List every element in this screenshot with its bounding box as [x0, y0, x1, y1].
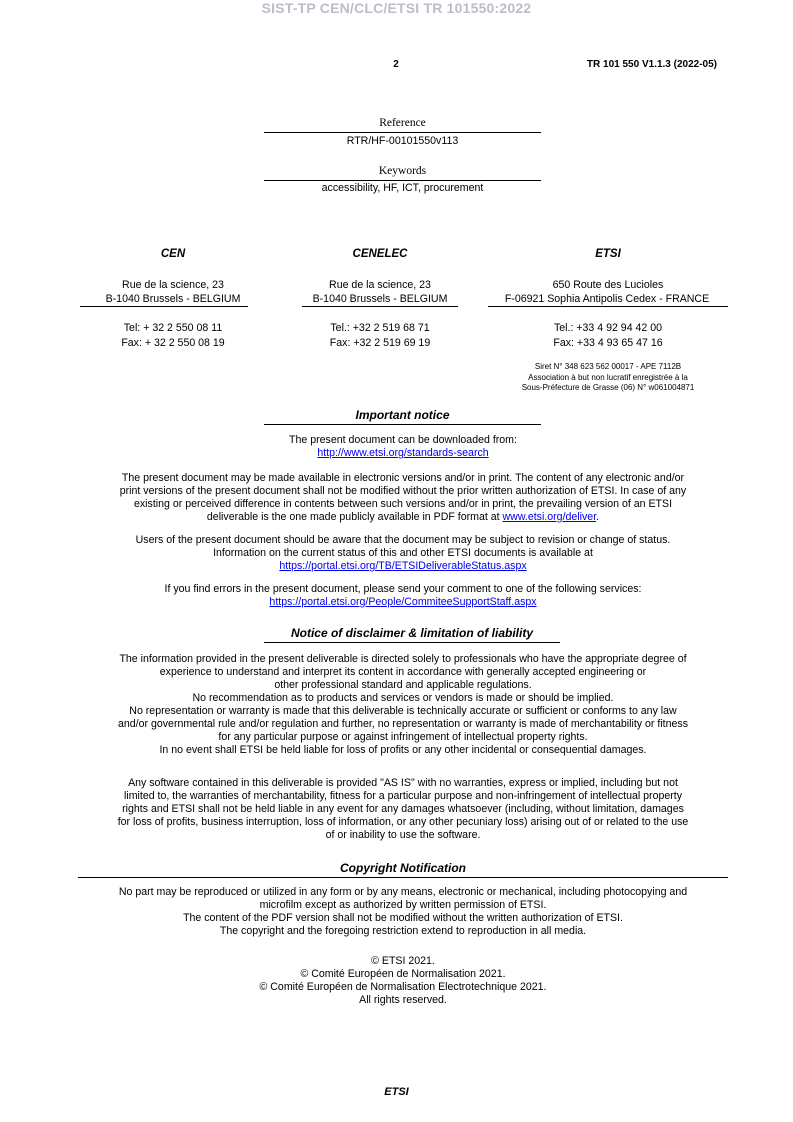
- copyright-paragraph-2: [78, 955, 728, 1007]
- availability-paragraph: [78, 472, 728, 524]
- document-id: TR 101 550 V1.1.3 (2022-05): [586, 59, 717, 70]
- etsi-tel: Tel.: +33 4 92 94 42 00: [553, 322, 663, 334]
- standards-search-link[interactable]: http://www.etsi.org/standards-search: [317, 447, 489, 459]
- committee-support-link[interactable]: https://portal.etsi.org/People/CommiteeSupportStaff.aspx: [269, 596, 537, 608]
- paragraph-line: for any particular purpose or against infringement of intellectual property rights.: [218, 731, 588, 743]
- siret-line: Association à but non lucratif enregistrée à la: [528, 372, 688, 382]
- paragraph-line: The copyright and the foregoing restriction extend to reproduction in all media.: [219, 925, 587, 937]
- copyright-rule: [78, 877, 728, 878]
- copyright-line: © ETSI 2021.: [371, 955, 435, 967]
- org-name-etsi: ETSI: [595, 248, 621, 260]
- cenelec-tel: Tel.: +32 2 519 68 71: [330, 322, 430, 334]
- etsi-address-line1: 650 Route des Lucioles: [552, 279, 664, 291]
- copyright-line: © Comité Européen de Normalisation Electrotechnique 2021.: [259, 981, 547, 993]
- paragraph-line: If you find errors in the present document, please send your comment to one of the following services:: [164, 583, 642, 595]
- paragraph-line: and/or governmental rule and/or regulation and further, no representation or warranty is made of merchantability or fitness: [117, 718, 689, 730]
- cenelec-address-line1: Rue de la science, 23: [329, 279, 431, 291]
- paragraph-line: limited to, the warranties of merchantability, fitness for a particular purpose and non-infringement of intellectual property: [123, 790, 683, 802]
- paragraph-line: rights and ETSI shall not be held liable in any event for any damages whatsoever (including, without limitation, damages: [122, 803, 684, 815]
- keywords-rule: [264, 180, 541, 181]
- paragraph-line: of or inability to use the software.: [325, 829, 481, 841]
- copyright-paragraph-1: [78, 886, 728, 938]
- paragraph-line: [78, 511, 728, 524]
- disclaimer-title: Notice of disclaimer & limitation of liability: [290, 626, 534, 640]
- org-name-cen: CEN: [160, 248, 186, 260]
- disclaimer-paragraph-1: [78, 653, 728, 757]
- download-text: The present document can be downloaded from:: [289, 434, 517, 446]
- paragraph-line: Any software contained in this deliverable is provided "AS IS" with no warranties, express or implied, including but not: [128, 777, 678, 789]
- siret-line: Siret N° 348 623 562 00017 - APE 7112B: [534, 362, 682, 371]
- copyright-line: All rights reserved.: [359, 994, 447, 1006]
- cen-address-line1: Rue de la science, 23: [122, 279, 224, 291]
- footer-etsi: ETSI: [384, 1086, 409, 1098]
- paragraph-line: Information on the current status of this and other ETSI documents is available at: [213, 547, 593, 559]
- paragraph-line: experience to understand and interpret its content in accordance with generally accepted engineering or: [159, 666, 647, 678]
- cen-tel: Tel: + 32 2 550 08 11: [123, 322, 223, 334]
- cenelec-rule: [302, 306, 458, 307]
- paragraph-line: In no event shall ETSI be held liable for loss of profits or any other incidental or consequential damages.: [159, 744, 647, 756]
- paragraph-line: Users of the present document should be aware that the document may be subject to revision or change of status.: [135, 534, 671, 546]
- page-number: 2: [393, 59, 399, 70]
- paragraph-line: The information provided in the present deliverable is directed solely to professionals who have the appropriate degree of: [119, 653, 687, 665]
- keywords-value: accessibility, HF, ICT, procurement: [321, 182, 484, 194]
- etsi-rule: [488, 306, 728, 307]
- cenelec-fax: Fax: +32 2 519 69 19: [329, 337, 431, 349]
- copyright-title: Copyright Notification: [340, 861, 466, 875]
- cenelec-address-line2: B-1040 Brussels - BELGIUM: [312, 293, 448, 305]
- important-notice-title: Important notice: [355, 408, 450, 422]
- paragraph-line: microfilm except as authorized by written permission of ETSI.: [259, 899, 547, 911]
- paragraph-line: existing or perceived difference in contents between such versions and/or in print, the prevailing version of an ETSI: [133, 498, 673, 510]
- paragraph-line: print versions of the present document shall not be modified without the prior written authorization of ETSI. In case of any: [119, 485, 687, 497]
- reference-value: RTR/HF-00101550v113: [346, 135, 459, 147]
- paragraph-line: other professional standard and applicable regulations.: [274, 679, 532, 691]
- etsi-address-line2: F-06921 Sophia Antipolis Cedex - FRANCE: [504, 293, 710, 305]
- paragraph-line: No recommendation as to products and services or vendors is made or should be implied.: [192, 692, 614, 704]
- important-notice-rule: [264, 424, 541, 425]
- paragraph-line: The content of the PDF version shall not be modified without the written authorization of ETSI.: [183, 912, 623, 924]
- org-name-cenelec: CENELEC: [352, 248, 408, 260]
- copyright-line: © Comité Européen de Normalisation 2021.: [300, 968, 506, 980]
- siret-line: Sous-Préfecture de Grasse (06) N° w061004871: [521, 383, 695, 392]
- siret-block: [490, 362, 726, 394]
- disclaimer-rule: [264, 642, 560, 643]
- paragraph-line: No part may be reproduced or utilized in any form or by any means, electronic or mechanical, including photocopying and: [118, 886, 688, 898]
- etsi-deliver-link[interactable]: www.etsi.org/deliver: [502, 511, 597, 523]
- paragraph-line: No representation or warranty is made that this deliverable is technically accurate or sufficient or conforms to any law: [129, 705, 677, 717]
- paragraph-line: for loss of profits, business interruption, loss of information, or any other pecuniary loss) arising out of or related to the use: [117, 816, 689, 828]
- paragraph-text: .: [596, 511, 600, 523]
- status-paragraph: [78, 534, 728, 573]
- errors-paragraph: [78, 583, 728, 609]
- paragraph-line: The present document may be made available in electronic versions and/or in print. The content of any electronic and/or: [121, 472, 685, 484]
- keywords-label: Keywords: [378, 165, 427, 177]
- reference-rule: [264, 132, 541, 133]
- paragraph-text: deliverable is the one made publicly available in PDF format at: [206, 511, 503, 523]
- watermark: SIST-TP CEN/CLC/ETSI TR 101550:2022: [261, 0, 532, 16]
- disclaimer-paragraph-2: [78, 777, 728, 842]
- reference-label: Reference: [379, 117, 426, 129]
- deliverable-status-link[interactable]: https://portal.etsi.org/TB/ETSIDeliverableStatus.aspx: [279, 560, 527, 572]
- etsi-fax: Fax: +33 4 93 65 47 16: [553, 337, 663, 349]
- cen-fax: Fax: + 32 2 550 08 19: [121, 337, 225, 349]
- download-notice: [78, 434, 728, 460]
- cen-address-line2: B-1040 Brussels - BELGIUM: [105, 293, 241, 305]
- cen-rule: [80, 306, 248, 307]
